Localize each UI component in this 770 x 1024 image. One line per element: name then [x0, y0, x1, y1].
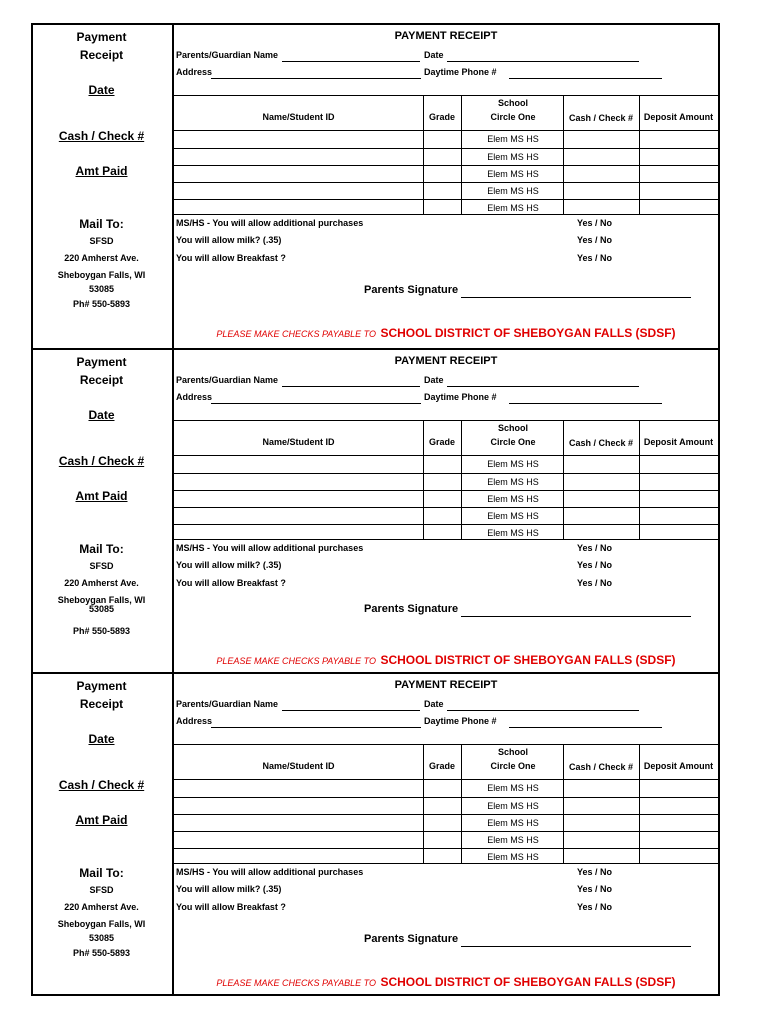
mail-to-label: Mail To:: [79, 542, 124, 556]
school-options[interactable]: Elem MS HS: [487, 852, 539, 862]
parent-name-label: Parents/Guardian Name: [176, 699, 279, 709]
address-field[interactable]: [211, 78, 421, 79]
mail-street: 220 Amherst Ave.: [64, 578, 139, 588]
signature-field[interactable]: [461, 297, 691, 298]
col-school-header: School: [497, 747, 528, 757]
left-cash-check-label: Cash / Check #: [58, 778, 145, 792]
yes-no-breakfast[interactable]: Yes / No: [577, 902, 613, 912]
date-field-label: Date: [424, 50, 444, 60]
yes-no-breakfast[interactable]: Yes / No: [577, 578, 613, 588]
col-name-header: Name/Student ID: [262, 437, 335, 447]
left-receipt-label: Receipt: [79, 697, 124, 711]
school-options[interactable]: Elem MS HS: [487, 152, 539, 162]
parent-name-field[interactable]: [282, 386, 420, 387]
left-cash-check-label: Cash / Check #: [58, 454, 145, 468]
mail-org: SFSD: [89, 236, 114, 246]
parent-name-field[interactable]: [282, 710, 420, 711]
col-name-header: Name/Student ID: [262, 112, 335, 122]
left-amt-paid-label: Amt Paid: [75, 164, 128, 178]
col-school-header: School: [497, 98, 528, 108]
mail-city: Sheboygan Falls, WI: [57, 919, 146, 929]
question-milk: You will allow milk? (.35): [176, 560, 282, 570]
school-options[interactable]: Elem MS HS: [487, 511, 539, 521]
col-grade-header: Grade: [428, 437, 455, 447]
question-breakfast: You will allow Breakfast ?: [176, 902, 286, 912]
address-label: Address: [176, 392, 213, 402]
question-additional-purchases: MS/HS - You will allow additional purchases: [176, 867, 364, 877]
mail-zip: 53085: [88, 933, 115, 943]
school-options[interactable]: Elem MS HS: [487, 186, 539, 196]
date-field[interactable]: [447, 710, 639, 711]
col-deposit-header: Deposit Amount: [643, 112, 714, 122]
school-options[interactable]: Elem MS HS: [487, 134, 539, 144]
school-options[interactable]: Elem MS HS: [487, 801, 539, 811]
mail-org: SFSD: [89, 885, 114, 895]
left-payment-label: Payment: [76, 355, 127, 369]
notice-district: SCHOOL DISTRICT OF SHEBOYGAN FALLS (SDSF): [380, 975, 676, 989]
notice-district: SCHOOL DISTRICT OF SHEBOYGAN FALLS (SDSF): [380, 653, 676, 667]
daytime-phone-field[interactable]: [509, 78, 662, 79]
notice-payable-to: PLEASE MAKE CHECKS PAYABLE TO: [216, 656, 376, 666]
notice-district: SCHOOL DISTRICT OF SHEBOYGAN FALLS (SDSF): [380, 326, 676, 340]
left-cash-check-label: Cash / Check #: [58, 129, 145, 143]
yes-no-milk[interactable]: Yes / No: [577, 235, 613, 245]
address-field[interactable]: [211, 727, 421, 728]
col-grade-header: Grade: [428, 761, 455, 771]
mail-phone: Ph# 550-5893: [72, 626, 131, 636]
question-breakfast: You will allow Breakfast ?: [176, 578, 286, 588]
form-title: PAYMENT RECEIPT: [394, 679, 498, 691]
col-school-header: School: [497, 423, 528, 433]
notice-payable-to: PLEASE MAKE CHECKS PAYABLE TO: [216, 329, 376, 339]
yes-no-additional[interactable]: Yes / No: [577, 867, 613, 877]
address-label: Address: [176, 716, 213, 726]
col-cash-check-header: Cash / Check #: [568, 438, 634, 448]
mail-phone: Ph# 550-5893: [72, 948, 131, 958]
daytime-phone-field[interactable]: [509, 403, 662, 404]
parent-name-field[interactable]: [282, 61, 420, 62]
left-amt-paid-label: Amt Paid: [75, 489, 128, 503]
student-table: [174, 420, 718, 540]
left-date-label: Date: [88, 408, 115, 422]
col-cash-check-header: Cash / Check #: [568, 762, 634, 772]
signature-label: Parents Signature: [364, 284, 459, 296]
col-deposit-header: Deposit Amount: [643, 437, 714, 447]
left-receipt-label: Receipt: [79, 373, 124, 387]
school-options[interactable]: Elem MS HS: [487, 477, 539, 487]
daytime-phone-field[interactable]: [509, 727, 662, 728]
question-milk: You will allow milk? (.35): [176, 235, 282, 245]
date-field-label: Date: [424, 699, 444, 709]
parent-name-label: Parents/Guardian Name: [176, 50, 279, 60]
signature-field[interactable]: [461, 946, 691, 947]
school-options[interactable]: Elem MS HS: [487, 835, 539, 845]
address-label: Address: [176, 67, 213, 77]
school-options[interactable]: Elem MS HS: [487, 528, 539, 538]
date-field[interactable]: [447, 61, 639, 62]
signature-field[interactable]: [461, 616, 691, 617]
col-grade-header: Grade: [428, 112, 455, 122]
question-breakfast: You will allow Breakfast ?: [176, 253, 286, 263]
col-circle-one-header: Circle One: [490, 112, 536, 122]
checks-payable-notice: [174, 651, 718, 669]
mail-to-label: Mail To:: [79, 217, 124, 231]
school-options[interactable]: Elem MS HS: [487, 203, 539, 213]
form-title: PAYMENT RECEIPT: [394, 30, 498, 42]
yes-no-milk[interactable]: Yes / No: [577, 560, 613, 570]
date-field[interactable]: [447, 386, 639, 387]
student-table: [174, 95, 718, 215]
mail-to-label: Mail To:: [79, 866, 124, 880]
left-date-label: Date: [88, 732, 115, 746]
left-payment-label: Payment: [76, 30, 127, 44]
yes-no-breakfast[interactable]: Yes / No: [577, 253, 613, 263]
address-field[interactable]: [211, 403, 421, 404]
school-options[interactable]: Elem MS HS: [487, 494, 539, 504]
mail-org: SFSD: [89, 561, 114, 571]
col-name-header: Name/Student ID: [262, 761, 335, 771]
mail-street: 220 Amherst Ave.: [64, 902, 139, 912]
left-payment-label: Payment: [76, 679, 127, 693]
school-options[interactable]: Elem MS HS: [487, 783, 539, 793]
col-circle-one-header: Circle One: [490, 761, 536, 771]
left-amt-paid-label: Amt Paid: [75, 813, 128, 827]
mail-city: Sheboygan Falls, WI: [57, 270, 146, 280]
left-date-label: Date: [88, 83, 115, 97]
parent-name-label: Parents/Guardian Name: [176, 375, 279, 385]
yes-no-additional[interactable]: Yes / No: [577, 543, 613, 553]
daytime-phone-label: Daytime Phone #: [424, 392, 497, 402]
col-cash-check-header: Cash / Check #: [568, 113, 634, 123]
left-receipt-label: Receipt: [79, 48, 124, 62]
school-options[interactable]: Elem MS HS: [487, 459, 539, 469]
question-additional-purchases: MS/HS - You will allow additional purchases: [176, 543, 364, 553]
school-options[interactable]: Elem MS HS: [487, 818, 539, 828]
yes-no-milk[interactable]: Yes / No: [577, 884, 613, 894]
checks-payable-notice: [174, 324, 718, 342]
school-options[interactable]: Elem MS HS: [487, 169, 539, 179]
form-title: PAYMENT RECEIPT: [394, 355, 498, 367]
col-deposit-header: Deposit Amount: [643, 761, 714, 771]
checks-payable-notice: [174, 973, 718, 991]
mail-zip: 53085: [88, 604, 115, 614]
notice-payable-to: PLEASE MAKE CHECKS PAYABLE TO: [216, 978, 376, 988]
mail-zip: 53085: [88, 284, 115, 294]
daytime-phone-label: Daytime Phone #: [424, 67, 497, 77]
question-additional-purchases: MS/HS - You will allow additional purchases: [176, 218, 364, 228]
daytime-phone-label: Daytime Phone #: [424, 716, 497, 726]
student-table: [174, 744, 718, 864]
yes-no-additional[interactable]: Yes / No: [577, 218, 613, 228]
mail-city: Sheboygan Falls, WI: [57, 595, 146, 605]
mail-phone: Ph# 550-5893: [72, 299, 131, 309]
col-circle-one-header: Circle One: [490, 437, 536, 447]
mail-street: 220 Amherst Ave.: [64, 253, 139, 263]
signature-label: Parents Signature: [364, 933, 459, 945]
signature-label: Parents Signature: [364, 603, 459, 615]
date-field-label: Date: [424, 375, 444, 385]
question-milk: You will allow milk? (.35): [176, 884, 282, 894]
